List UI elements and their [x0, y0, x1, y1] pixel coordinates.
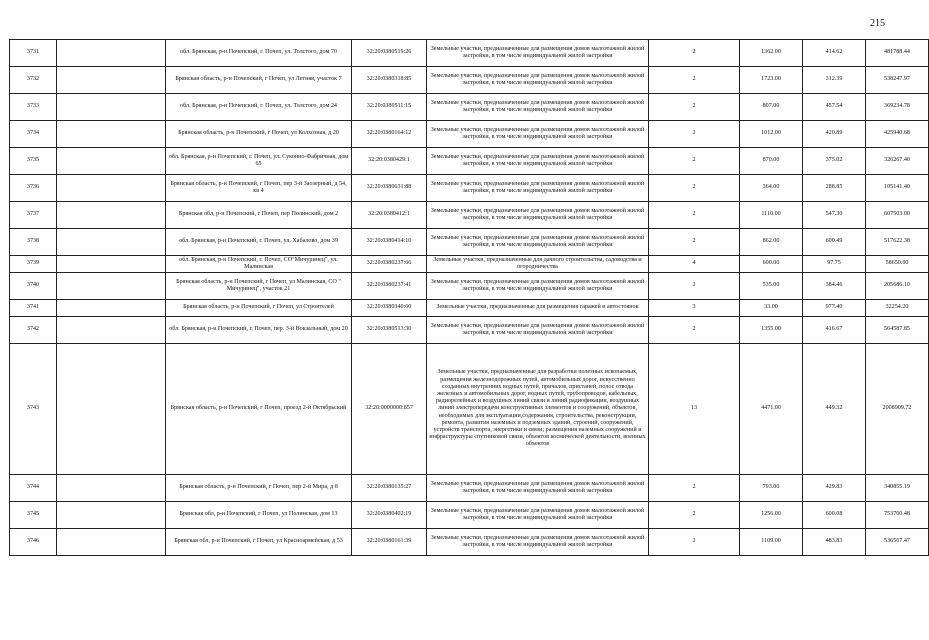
address-cell: обл. Брянская, р-н Почепский, г. Почеп, ул. Хабалово, дом 39 — [166, 229, 352, 256]
group-number-cell: 2 — [649, 475, 740, 502]
blank-cell — [57, 344, 166, 475]
area-cell: 1109.00 — [740, 529, 803, 556]
table-row — [10, 475, 929, 502]
row-number-cell: 3737 — [10, 202, 57, 229]
land-use-cell: Земельные участки, предназначенные для размещения домов малоэтажной жилой застройки, в том числе индивидуальной жилой застройки — [427, 502, 649, 529]
area-cell: 870.00 — [740, 148, 803, 175]
cadastral-number-cell: 32:20:0380237:41 — [352, 273, 427, 300]
group-number-cell: 2 — [649, 202, 740, 229]
specific-value-cell: 416.67 — [803, 317, 866, 344]
row-number-cell: 3743 — [10, 344, 57, 475]
address-cell: Брянская область, р-н Почепский, г Почеп, ул Строителей — [166, 300, 352, 317]
land-use-cell: Земельные участки, предназначенные для размещения гаражей и автостоянок — [427, 300, 649, 317]
table-row — [10, 67, 929, 94]
land-use-cell: Земельные участки, предназначенные для дачного строительства, садоводства и огородничества — [427, 256, 649, 273]
table-row — [10, 148, 929, 175]
cadastral-number-cell: 32:20:0380513:30 — [352, 317, 427, 344]
address-cell: обл. Брянская, р-н Почепский, г. Почеп, ул. Толстого, дом 24 — [166, 94, 352, 121]
area-cell: 1110.00 — [740, 202, 803, 229]
address-cell: обл. Брянская, р-н Почепский, г. Почеп, пер. 3-й Вокзальный, дом 20 — [166, 317, 352, 344]
address-cell: Брянская область, р-н Почепский, г Почеп, пер 2-й Мира, д 8 — [166, 475, 352, 502]
group-number-cell: 2 — [649, 94, 740, 121]
address-cell: Брянская область, р-н Почепский, г Почеп, пер 3-й Заозерный, д 54, кв 4 — [166, 175, 352, 202]
address-cell: Брянская обл, р-н Почепский, г Почеп, ул Полинская, дом 13 — [166, 502, 352, 529]
specific-value-cell: 600.08 — [803, 502, 866, 529]
blank-cell — [57, 502, 166, 529]
group-number-cell: 2 — [649, 40, 740, 67]
group-number-cell: 2 — [649, 529, 740, 556]
cadastral-value-cell: 517622.38 — [866, 229, 929, 256]
cadastral-number-cell: 32:20:0380402:19 — [352, 502, 427, 529]
specific-value-cell: 420.89 — [803, 121, 866, 148]
land-use-cell: Земельные участки, предназначенные для размещения домов малоэтажной жилой застройки, в том числе индивидуальной жилой застройки — [427, 67, 649, 94]
land-use-cell: Земельные участки, предназначенные для размещения домов малоэтажной жилой застройки, в том числе индивидуальной жилой застройки — [427, 40, 649, 67]
row-number-cell: 3744 — [10, 475, 57, 502]
cadastral-value-cell: 753700.48 — [866, 502, 929, 529]
land-use-cell: Земельные участки, предназначенные для размещения домов малоэтажной жилой застройки, в том числе индивидуальной жилой застройки — [427, 94, 649, 121]
cadastral-value-cell: 2008909.72 — [866, 344, 929, 475]
table-row — [10, 344, 929, 475]
blank-cell — [57, 317, 166, 344]
group-number-cell: 2 — [649, 67, 740, 94]
group-number-cell: 2 — [649, 229, 740, 256]
table-row — [10, 502, 929, 529]
cadastral-number-cell: 32:20:0000000:857 — [352, 344, 427, 475]
row-number-cell: 3733 — [10, 94, 57, 121]
blank-cell — [57, 529, 166, 556]
table-row — [10, 256, 929, 273]
area-cell: 1362.00 — [740, 40, 803, 67]
specific-value-cell: 449.32 — [803, 344, 866, 475]
blank-cell — [57, 148, 166, 175]
row-number-cell: 3739 — [10, 256, 57, 273]
land-use-cell: Земельные участки, предназначенные для размещения домов малоэтажной жилой застройки, в том числе индивидуальной жилой застройки — [427, 121, 649, 148]
cadastral-value-cell: 32254.20 — [866, 300, 929, 317]
blank-cell — [57, 40, 166, 67]
cadastral-number-cell: 32:20:0380135:27 — [352, 475, 427, 502]
cadastral-number-cell: 32:20:0380237:66 — [352, 256, 427, 273]
group-number-cell: 3 — [649, 300, 740, 317]
cadastral-number-cell: 32:20:0380414:10 — [352, 229, 427, 256]
land-use-cell: Земельные участки, предназначенные для размещения домов малоэтажной жилой застройки, в том числе индивидуальной жилой застройки — [427, 148, 649, 175]
group-number-cell: 2 — [649, 317, 740, 344]
cadastral-value-cell: 481788.44 — [866, 40, 929, 67]
table-row — [10, 202, 929, 229]
row-number-cell: 3731 — [10, 40, 57, 67]
land-use-cell: Земельные участки, предназначенные для размещения домов малоэтажной жилой застройки, в том числе индивидуальной жилой застройки — [427, 529, 649, 556]
cadastral-value-cell: 538247.97 — [866, 67, 929, 94]
row-number-cell: 3738 — [10, 229, 57, 256]
specific-value-cell: 312.39 — [803, 67, 866, 94]
area-cell: 807.00 — [740, 94, 803, 121]
specific-value-cell: 97.75 — [803, 256, 866, 273]
group-number-cell: 2 — [649, 502, 740, 529]
table-body — [10, 40, 929, 556]
group-number-cell: 4 — [649, 256, 740, 273]
row-number-cell: 3741 — [10, 300, 57, 317]
cadastral-number-cell: 32:20:0380429:1 — [352, 148, 427, 175]
cadastral-value-cell: 326267.40 — [866, 148, 929, 175]
land-use-cell: Земельные участки, предназначенные для размещения домов малоэтажной жилой застройки, в том числе индивидуальной жилой застройки — [427, 202, 649, 229]
land-use-cell: Земельные участки, предназначенные для разработки полезных ископаемых, размещения железнодорожных путей, автомобильных дорог, искусственно созданных внутренних водных путей, причалов, пристаней, полос отвода железных и автомобильных дорог, водных путей, трубопроводов, кабельных, радиорелейных и воздушных линий связи и линий радиофикации, воздушных линий электропередачи конструктивных элементов и сооружений, объектов, необходимых для эксплуатации,содержания, строительства, реконструкции, ремонта, развития наземных и подземных зданий, строений, сооружений, устройств транспорта, энергетики и связи; размещения наземных сооружений и инфраструктуры спутниковой связи, объектов космической деятельности, военных объектов — [427, 344, 649, 475]
area-cell: 364.00 — [740, 175, 803, 202]
group-number-cell: 2 — [649, 121, 740, 148]
land-use-cell: Земельные участки, предназначенные для размещения домов малоэтажной жилой застройки, в том числе индивидуальной жилой застройки — [427, 317, 649, 344]
blank-cell — [57, 67, 166, 94]
cadastral-number-cell: 32:20:0380631:88 — [352, 175, 427, 202]
group-number-cell: 2 — [649, 175, 740, 202]
specific-value-cell: 429.83 — [803, 475, 866, 502]
blank-cell — [57, 229, 166, 256]
page-number: 215 — [870, 18, 885, 29]
cadastral-number-cell: 32:20:0380412:1 — [352, 202, 427, 229]
address-cell: Брянская область, р-н Почепский, г Почеп, ул Летняя, участок 7 — [166, 67, 352, 94]
table-row — [10, 94, 929, 121]
cadastral-value-cell: 205686.10 — [866, 273, 929, 300]
cadastral-number-cell: 32:20:0380164:12 — [352, 121, 427, 148]
row-number-cell: 3746 — [10, 529, 57, 556]
specific-value-cell: 547.30 — [803, 202, 866, 229]
specific-value-cell: 384.46 — [803, 273, 866, 300]
blank-cell — [57, 94, 166, 121]
area-cell: 535.00 — [740, 273, 803, 300]
address-cell: обл. Брянская, р-н Почепский, г. Почеп, ул. Толстого, дом 70 — [166, 40, 352, 67]
land-use-cell: Земельные участки, предназначенные для размещения домов малоэтажной жилой застройки, в том числе индивидуальной жилой застройки — [427, 475, 649, 502]
cadastral-number-cell: 32:20:0380519:26 — [352, 40, 427, 67]
row-number-cell: 3736 — [10, 175, 57, 202]
specific-value-cell: 600.49 — [803, 229, 866, 256]
address-cell: Брянская обл, р-н Почепский, г Почеп, пер Полинский, дом 2 — [166, 202, 352, 229]
blank-cell — [57, 256, 166, 273]
table-row — [10, 40, 929, 67]
area-cell: 793.00 — [740, 475, 803, 502]
table-row — [10, 529, 929, 556]
specific-value-cell: 457.54 — [803, 94, 866, 121]
row-number-cell: 3740 — [10, 273, 57, 300]
land-use-cell: Земельные участки, предназначенные для размещения домов малоэтажной жилой застройки, в том числе индивидуальной жилой застройки — [427, 273, 649, 300]
specific-value-cell: 483.83 — [803, 529, 866, 556]
land-use-cell: Земельные участки, предназначенные для размещения домов малоэтажной жилой застройки, в том числе индивидуальной жилой застройки — [427, 175, 649, 202]
table-row — [10, 121, 929, 148]
area-cell: 1012.00 — [740, 121, 803, 148]
row-number-cell: 3732 — [10, 67, 57, 94]
specific-value-cell: 977.40 — [803, 300, 866, 317]
cadastral-value-cell: 369234.78 — [866, 94, 929, 121]
specific-value-cell: 375.02 — [803, 148, 866, 175]
area-cell: 600.00 — [740, 256, 803, 273]
address-cell: Брянская обл, р-н Почепский, г Почеп, ул Красноармейская, д 53 — [166, 529, 352, 556]
cadastral-value-cell: 105141.40 — [866, 175, 929, 202]
blank-cell — [57, 300, 166, 317]
blank-cell — [57, 121, 166, 148]
table-row — [10, 317, 929, 344]
table-row — [10, 229, 929, 256]
land-use-cell: Земельные участки, предназначенные для размещения домов малоэтажной жилой застройки, в том числе индивидуальной жилой застройки — [427, 229, 649, 256]
specific-value-cell: 414.62 — [803, 40, 866, 67]
blank-cell — [57, 273, 166, 300]
blank-cell — [57, 475, 166, 502]
cadastral-value-cell: 536567.47 — [866, 529, 929, 556]
group-number-cell: 2 — [649, 148, 740, 175]
cadastral-value-cell: 340855.19 — [866, 475, 929, 502]
area-cell: 862.00 — [740, 229, 803, 256]
area-cell: 4471.00 — [740, 344, 803, 475]
cadastral-value-cell: 425940.68 — [866, 121, 929, 148]
address-cell: обл. Брянская, р-н Почепский, г. Почеп, ул. Суконно-Фабричная, дом 65 — [166, 148, 352, 175]
area-cell: 1355.00 — [740, 317, 803, 344]
group-number-cell: 13 — [649, 344, 740, 475]
cadastral-number-cell: 32:20:0380340:60 — [352, 300, 427, 317]
table-row — [10, 175, 929, 202]
cadastral-value-cell: 564587.85 — [866, 317, 929, 344]
cadastral-number-cell: 32:20:0380511:15 — [352, 94, 427, 121]
row-number-cell: 3734 — [10, 121, 57, 148]
cadastral-value-cell: 58650.00 — [866, 256, 929, 273]
specific-value-cell: 288.85 — [803, 175, 866, 202]
area-cell: 1256.00 — [740, 502, 803, 529]
row-number-cell: 3742 — [10, 317, 57, 344]
blank-cell — [57, 175, 166, 202]
table-row — [10, 300, 929, 317]
cadastral-number-cell: 32:20:0380161:39 — [352, 529, 427, 556]
address-cell: Брянская область, р-н Почепский, г Почеп, проезд 2-й Октябрьский — [166, 344, 352, 475]
blank-cell — [57, 202, 166, 229]
address-cell: обл. Брянская, р-н Почепский, г. Почеп, СО"Мичуринец", ул. Малинская — [166, 256, 352, 273]
area-cell: 33.00 — [740, 300, 803, 317]
cadastral-number-cell: 32:20:0380318:85 — [352, 67, 427, 94]
area-cell: 1723.00 — [740, 67, 803, 94]
table-row — [10, 273, 929, 300]
group-number-cell: 2 — [649, 273, 740, 300]
row-number-cell: 3735 — [10, 148, 57, 175]
cadastral-value-cell: 607503.00 — [866, 202, 929, 229]
row-number-cell: 3745 — [10, 502, 57, 529]
address-cell: Брянская область, р-н Почепский, г Почеп, ул Колхозная, д 20 — [166, 121, 352, 148]
land-registry-table — [9, 39, 929, 556]
address-cell: Брянская область, р-н Почепский, г Почеп, ул Малинская, СО " Мичуринец", участок 21 — [166, 273, 352, 300]
